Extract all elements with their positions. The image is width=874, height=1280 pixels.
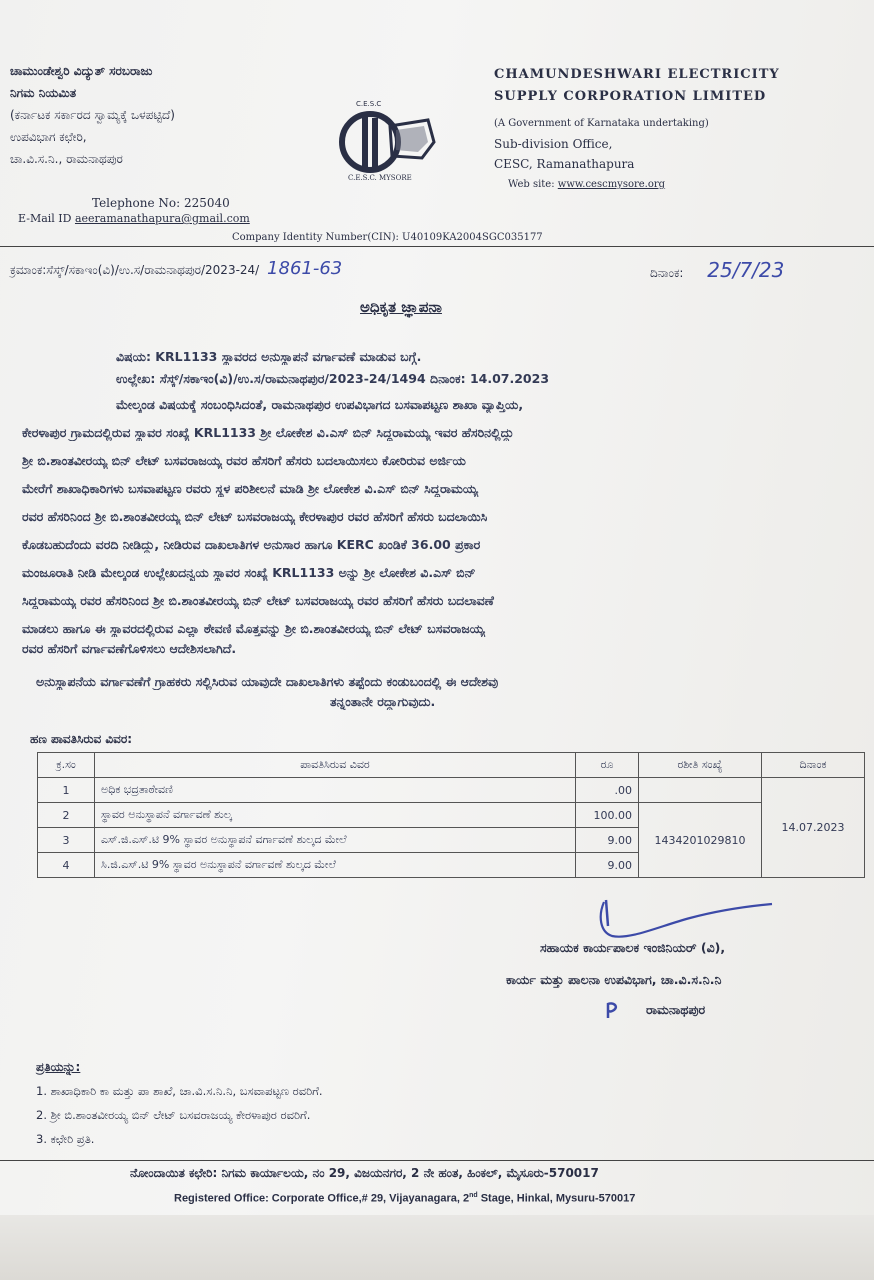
row-amount: 9.00 xyxy=(576,828,639,853)
header-right-english xyxy=(494,64,780,190)
signatory-place: ರಾಮನಾಥಪುರ xyxy=(646,1002,706,1017)
org-name-kn-1: ಚಾಮುಂಡೇಶ್ವರಿ ವಿದ್ಯುತ್ ಸರಬರಾಜು xyxy=(10,64,153,78)
signature-mark xyxy=(590,896,780,946)
email-label: E-Mail ID xyxy=(18,212,75,225)
email-link[interactable]: aeeramanathapura@gmail.com xyxy=(74,212,250,225)
reference-line: ಉಲ್ಲೇಖ: ಸೆಸ್ಕ್/ಸಕಾಇಂ(ವಿ)/ಉ.ಸ/ರಾಮನಾಥಪುರ/2023-24/1494 ದಿನಾಂಕ: 14.07.2023 xyxy=(116,371,550,386)
body-line-8: ಸಿದ್ದರಾಮಯ್ಯ ರವರ ಹೆಸರಿನಿಂದ ಶ್ರೀ ಬಿ.ಶಾಂತವೀರಯ್ಯ ಬಿನ್ ಲೇಟ್ ಬಸವರಾಜಯ್ಯ ರವರ ಹೆಸರಿಗೆ ಹೆಸರು ಬದಲಾವಣೆ xyxy=(22,593,494,608)
copy-item-1: 1. ಶಾಖಾಧಿಕಾರಿ ಕಾ ಮತ್ತು ಪಾ ಶಾಖೆ, ಚಾ.ವಿ.ಸ.ನಿ.ನಿ, ಬಸವಾಪಟ್ಟಣ ರವರಿಗೆ. xyxy=(36,1084,323,1098)
cin-line: Company Identity Number(CIN): U40109KA2004SGC035177 xyxy=(232,232,543,243)
place-kn: ಚಾ.ವಿ.ಸ.ನಿ., ರಾಮನಾಥಪುರ xyxy=(10,152,123,166)
header-date: ದಿನಾಂಕ xyxy=(762,753,865,778)
header-amount: ರೂ xyxy=(576,753,639,778)
copy-item-2: 2. ಶ್ರೀ ಬಿ.ಶಾಂತವೀರಯ್ಯ ಬಿನ್ ಲೇಟ್ ಬಸವರಾಜಯ್ಯ ಕೇರಳಾಪುರ ರವರಿಗೆ. xyxy=(36,1108,311,1122)
body-line-9: ಮಾಡಲು ಹಾಗೂ ಈ ಸ್ಥಾವರದಲ್ಲಿರುವ ಎಲ್ಲಾ ಠೇವಣಿ ಮೊತ್ತವನ್ನು ಶ್ರೀ ಬಿ.ಶಾಂತವೀರಯ್ಯ ಬಿನ್ ಲೇಟ್ ಬಸವರಾಜಯ್ಯ xyxy=(22,621,485,636)
office-en: Sub-division Office, xyxy=(494,137,613,151)
office-kn: ಉಪವಿಭಾಗ ಕಛೇರಿ, xyxy=(10,130,87,144)
body-line-4: ಮೇರೆಗೆ ಶಾಖಾಧಿಕಾರಿಗಳು ಬಸವಾಪಟ್ಟಣ ರವರು ಸ್ಥಳ ಪರಿಶೀಲನೆ ಮಾಡಿ ಶ್ರೀ ಲೋಕೇಶ ವಿ.ಎಸ್ ಬಿನ್ ಸಿದ್ದರಾಮಯ್ಯ xyxy=(22,481,478,496)
header-desc: ಪಾವತಿಸಿರುವ ವಿವರ xyxy=(95,753,576,778)
signatory-title: ಸಹಾಯಕ ಕಾರ್ಯಪಾಲಕ ಇಂಜಿನಿಯರ್ (ವಿ), xyxy=(540,940,726,955)
handwritten-ref-number: 1861-63 xyxy=(267,258,343,279)
row-sl: 3 xyxy=(38,828,95,853)
footer-en-sup: nd xyxy=(469,1192,478,1199)
initial-icon xyxy=(605,1000,623,1020)
telephone-line: Telephone No: 225040 xyxy=(92,196,230,210)
row-amount: 9.00 xyxy=(576,853,639,878)
row-sl: 4 xyxy=(38,853,95,878)
table-header-row xyxy=(38,753,865,778)
header-divider xyxy=(0,246,874,247)
header-left-kannada xyxy=(10,60,175,170)
payment-date: 14.07.2023 xyxy=(762,778,865,878)
row-desc: ಅಧಿಕ ಭದ್ರತಾಠೇವಣಿ xyxy=(95,778,576,803)
row-desc: ಸಿ.ಜಿ.ಎಸ್.ಟಿ 9% ಸ್ಥಾವರ ಅನುಸ್ಥಾಪನೆ ವರ್ಗಾವಣೆ ಶುಲ್ಕದ ಮೇಲೆ xyxy=(95,853,576,878)
row-sl: 2 xyxy=(38,803,95,828)
table-row xyxy=(38,803,865,828)
body-line-2: ಕೇರಳಾಪುರ ಗ್ರಾಮದಲ್ಲಿರುವ ಸ್ಥಾವರ ಸಂಖ್ಯೆ KRL1133 ಶ್ರೀ ಲೋಕೇಶ ವಿ.ಎಸ್ ಬಿನ್ ಸಿದ್ದರಾಮಯ್ಯ ಇವರ ಹೆಸರಿನಲ್ಲಿದ್ದು xyxy=(22,425,514,440)
footer-english xyxy=(174,1192,635,1205)
payment-caption: ಹಣ ಪಾವತಿಸಿರುವ ವಿವರ: xyxy=(30,732,133,746)
page-bottom-margin xyxy=(0,1215,874,1280)
body-line-7: ಮಂಜೂರಾತಿ ನೀಡಿ ಮೇಲ್ಕಂಡ ಉಲ್ಲೇಖದನ್ವಯ ಸ್ಥಾವರ ಸಂಖ್ಯೆ KRL1133 ಅನ್ನು ಶ್ರೀ ಲೋಕೇಶ ವಿ.ಎಸ್ ಬಿನ್ xyxy=(22,565,476,580)
handwritten-date: 25/7/23 xyxy=(707,258,785,282)
initial-mark xyxy=(605,1000,623,1025)
footer-kannada: ನೋಂದಾಯಿತ ಕಛೇರಿ: ನಿಗಮ ಕಾರ್ಯಾಲಯ, ನಂ 29, ವಿಜಯನಗರ, 2 ನೇ ಹಂತ, ಹಿಂಕಲ್, ಮೈಸೂರು-570017 xyxy=(130,1166,599,1180)
row-sl: 1 xyxy=(38,778,95,803)
place-en: CESC, Ramanathapura xyxy=(494,157,635,171)
footer-divider xyxy=(0,1160,874,1161)
body-line-1: ಮೇಲ್ಕಂಡ ವಿಷಯಕ್ಕೆ ಸಂಬಂಧಿಸಿದಂತೆ, ರಾಮನಾಥಪುರ ಉಪವಿಭಾಗದ ಬಸವಾಪಟ್ಟಣ ಶಾಖಾ ವ್ಯಾಪ್ತಿಯ, xyxy=(116,397,524,412)
table-row xyxy=(38,778,865,803)
body-line-5: ರವರ ಹೆಸರಿನಿಂದ ಶ್ರೀ ಬಿ.ಶಾಂತವೀರಯ್ಯ ಬಿನ್ ಲೇಟ್ ಬಸವರಾಜಯ್ಯ ಕೇರಳಾಪುರ ರವರ ಹೆಸರಿಗೆ ಹೆಸರು ಬದಲಾಯಿಸಿ xyxy=(22,509,488,524)
copies-heading: ಪ್ರತಿಯನ್ನು: xyxy=(36,1060,81,1074)
website-label: Web site: xyxy=(508,179,558,190)
org-name-kn-2: ನಿಗಮ ನಿಯಮಿತ xyxy=(10,86,77,100)
payment-table xyxy=(37,752,865,878)
ref-date xyxy=(650,258,784,282)
subject-line: ವಿಷಯ: KRL1133 ಸ್ಥಾವರದ ಅನುಸ್ಥಾಪನೆ ವರ್ಗಾವಣೆ ಮಾಡುವ ಬಗ್ಗೆ. xyxy=(116,349,422,364)
copy-item-3: 3. ಕಛೇರಿ ಪ್ರತಿ. xyxy=(36,1132,95,1146)
header-receipt: ರಶೀತಿ ಸಂಖ್ಯೆ xyxy=(639,753,762,778)
row-desc: ಸ್ಥಾವರ ಅನುಸ್ಥಾಪನೆ ವರ್ಗಾವಣೆ ಶುಲ್ಕ xyxy=(95,803,576,828)
body-line-6: ಕೊಡಬಹುದೆಂದು ವರದಿ ನೀಡಿದ್ದು, ನೀಡಿರುವ ದಾಖಲಾತಿಗಳ ಅನುಸಾರ ಹಾಗೂ KERC ಖಂಡಿಕೆ 36.00 ಪ್ರಕಾರ xyxy=(22,537,481,552)
note-line-2: ತನ್ನಂತಾನೇ ರದ್ದಾಗುವುದು. xyxy=(330,694,436,709)
signatory-division: ಕಾರ್ಯ ಮತ್ತು ಪಾಲನಾ ಉಪವಿಭಾಗ, ಚಾ.ವಿ.ಸ.ನಿ.ನಿ xyxy=(506,972,722,987)
ref-number xyxy=(10,258,342,279)
receipt-number: 1434201029810 xyxy=(639,803,762,878)
website-link[interactable]: www.cescmysore.org xyxy=(557,179,666,190)
footer-en-suffix: Stage, Hinkal, Mysuru-570017 xyxy=(477,1192,636,1205)
note-line-1: ಅನುಸ್ಥಾಪನೆಯ ವರ್ಗಾವಣೆಗೆ ಗ್ರಾಹಕರು ಸಲ್ಲಿಸಿರುವ ಯಾವುದೇ ದಾಖಲಾತಿಗಳು ತಪ್ಪೆಂದು ಕಂಡುಬಂದಲ್ಲಿ ಈ ಆದೇಶವು xyxy=(36,674,499,689)
row-amount: 100.00 xyxy=(576,803,639,828)
date-label: ದಿನಾಂಕ: xyxy=(650,266,684,280)
org-name-en-2: SUPPLY CORPORATION LIMITED xyxy=(494,89,767,104)
row-desc: ಎಸ್.ಜಿ.ಎಸ್.ಟಿ 9% ಸ್ಥಾವರ ಅನುಸ್ಥಾಪನೆ ವರ್ಗಾವಣೆ ಶುಲ್ಕದ ಮೇಲೆ xyxy=(95,828,576,853)
body-line-10: ರವರ ಹೆಸರಿಗೆ ವರ್ಗಾವಣೆಗೊಳಿಸಲು ಆದೇಶಿಸಲಾಗಿದೆ. xyxy=(22,641,237,656)
header-sl: ಕ್ರ.ಸಂ xyxy=(38,753,95,778)
ref-number-text: ಕ್ರಮಾಂಕ:ಸೆಸ್ಕ್/ಸಕಾಇಂ(ವಿ)/ಉ.ಸ/ರಾಮನಾಥಪುರ/2023-24/ xyxy=(10,263,260,277)
org-govt-en: (A Government of Karnataka undertaking) xyxy=(494,118,709,129)
footer-en-prefix: Registered Office: Corporate Office,# 29, Vijayanagara, 2 xyxy=(174,1192,470,1205)
email-line xyxy=(18,212,250,225)
row-amount: .00 xyxy=(576,778,639,803)
body-line-3: ಶ್ರೀ ಬಿ.ಶಾಂತವೀರಯ್ಯ ಬಿನ್ ಲೇಟ್ ಬಸವರಾಜಯ್ಯ ರವರ ಹೆಸರಿಗೆ ಹೆಸರು ಬದಲಾಯಿಸಲು ಕೋರಿರುವ ಅರ್ಜಿಯ xyxy=(22,453,466,468)
org-name-en-1: CHAMUNDESHWARI ELECTRICITY xyxy=(494,67,780,82)
svg-text:C.E.S.C: C.E.S.C xyxy=(356,100,382,108)
cesc-logo xyxy=(330,96,440,188)
memo-title: ಅಧಿಕೃತ ಜ್ಞಾಪನಾ xyxy=(360,298,442,316)
row-receipt-empty xyxy=(639,778,762,803)
logo-caption: C.E.S.C. MYSORE xyxy=(348,174,412,182)
website-line xyxy=(508,179,780,190)
org-govt-kn: (ಕರ್ನಾಟಕ ಸರ್ಕಾರದ ಸ್ವಾಮ್ಯಕ್ಕೆ ಒಳಪಟ್ಟಿದೆ) xyxy=(10,108,175,122)
